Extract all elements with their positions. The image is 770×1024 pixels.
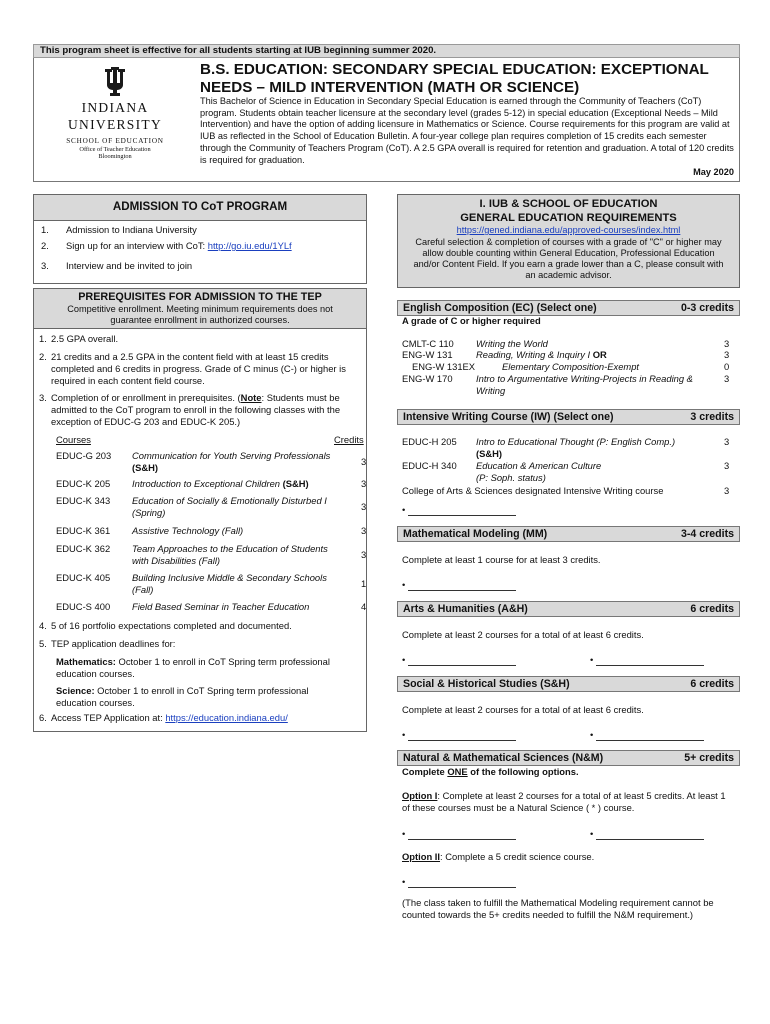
cot-signup-link[interactable]: http://go.iu.edu/1YLf xyxy=(207,240,292,251)
ah-blank-2[interactable]: • xyxy=(590,654,704,666)
page-title: B.S. EDUCATION: SECONDARY SPECIAL EDUCATION: EXCEPTIONAL NEEDS – MILD INTERVENTION (MATH OR SCIENCE) xyxy=(200,61,709,96)
iu-wordmark: INDIANA UNIVERSITY xyxy=(68,100,162,132)
sh-text: Complete at least 2 courses for a total of at least 6 credits. xyxy=(402,704,644,715)
office-name: Office of Teacher Education xyxy=(79,145,151,153)
ec-note: A grade of C or higher required xyxy=(402,315,541,326)
prereq-item-6: 6. Access TEP Application at: https://education.indiana.edu/ xyxy=(39,712,288,723)
admission-heading: ADMISSION TO CoT PROGRAM xyxy=(34,195,366,221)
course-title xyxy=(476,338,716,350)
course-credits: 3 xyxy=(724,338,730,349)
course-code: EDUC-H 205 xyxy=(402,436,457,447)
math-deadline: Mathematics: October 1 to enroll in CoT Spring term professional education courses. xyxy=(56,656,330,679)
course-title-text: Communication for Youth Serving Professionals xyxy=(132,450,331,461)
credits-col-header: Credits xyxy=(334,434,364,445)
iw-college-option: College of Arts & Sciences designated Intensive Writing course xyxy=(402,485,664,496)
course-tag: (S&H) xyxy=(132,461,159,473)
prereq-item-3: 3. Completion of or enrollment in prerequisites. (Note: Students must be admitted to the CoT program to enroll in the following classes with the exception of EDUC-G 203 and EDUC-K 205.) xyxy=(39,392,341,427)
course-code: EDUC-S 400 xyxy=(56,601,111,612)
course-title-text: Elementary Composition-Exempt xyxy=(502,361,640,372)
course-credits: 1 xyxy=(361,578,367,589)
course-title-text: Intro to Educational Thought (P: English Comp.) xyxy=(476,436,676,447)
course-code: EDUC-G 203 xyxy=(56,450,112,461)
course-code: EDUC-K 405 xyxy=(56,572,111,583)
prereq-item-5: 5. TEP application deadlines for: xyxy=(39,638,176,649)
course-title xyxy=(132,478,347,490)
prereq-item-4: 4. 5 of 16 portfolio expectations completed and documented. xyxy=(39,620,292,631)
or-label: OR xyxy=(592,349,607,360)
nm-subheading: Complete ONE of the following options. xyxy=(402,766,579,777)
program-intro: This Bachelor of Science in Education in Secondary Special Education is earned through the Community of Teachers (CoT) program. Students obtain teacher licensure at the secondary level (grades 5-12) in special education (Exceptional Needs – Mild Intervention) and have the option of adding licensure in Mathematics or Science. Course requirements for this program are valid at IUB as reflected in the School of Education Bulletin. A four-year college plan requires completion of 15 credits each semester through the Community of Teachers Program (CoT). A 2.5 GPA overall is required for retention and graduation. A total of 120 credits is required for graduation. xyxy=(200,96,734,165)
campus-name: Bloomington xyxy=(98,153,132,161)
prerequisites-panel xyxy=(33,288,367,732)
science-deadline: Science: October 1 to enroll in CoT Spring term professional education courses. xyxy=(56,685,309,708)
course-title xyxy=(476,460,716,484)
mm-text: Complete at least 1 course for at least 3 credits. xyxy=(402,554,601,565)
school-name: SCHOOL OF EDUCATION xyxy=(66,136,164,145)
course-code: ENG-W 131EX xyxy=(412,361,476,372)
nm-option-2: Option II: Complete a 5 credit science course. xyxy=(402,851,595,862)
iw-blank[interactable]: • xyxy=(402,504,516,516)
course-code: ENG-W 131 xyxy=(402,349,453,360)
course-title-text: Assistive Technology (Fall) xyxy=(132,525,244,536)
admission-panel xyxy=(33,194,367,284)
ah-heading: Arts & Humanities (A&H) 6 credits xyxy=(397,601,740,617)
mm-blank[interactable]: • xyxy=(402,579,516,591)
gened-courses-link[interactable]: https://gened.indiana.edu/approved-courses/index.html xyxy=(456,225,681,235)
nm-opt2-blank[interactable]: • xyxy=(402,876,516,888)
tep-application-link[interactable]: https://education.indiana.edu/ xyxy=(165,712,288,723)
course-title xyxy=(132,450,347,474)
course-code: CMLT-C 110 xyxy=(402,338,454,349)
admission-item: 2. Sign up for an interview with CoT: http://go.iu.edu/1YLf xyxy=(41,240,292,251)
sh-blank-2[interactable]: • xyxy=(590,729,704,741)
course-title xyxy=(132,495,347,519)
gened-description: Careful selection & completion of courses with a grade of "C" or higher may allow double counting within General Education, Professional Education and/or Content Field. If you earn a grade lower than a C, please consult with an academic advisor. xyxy=(413,236,724,281)
course-code: ENG-W 170 xyxy=(402,373,453,384)
course-tag: (S&H) xyxy=(476,447,503,459)
nm-footnote: (The class taken to fulfill the Mathematical Modeling requirement cannot be counted towards the 5+ credits needed to fulfill the N&M requirement.) xyxy=(402,897,714,920)
ec-heading: English Composition (EC) (Select one) 0-3 credits xyxy=(397,300,740,316)
nm-heading: Natural & Mathematical Sciences (N&M) 5+ credits xyxy=(397,750,740,766)
course-title-text: Building Inclusive Middle & Secondary Schools (Fall) xyxy=(132,572,327,595)
iw-heading: Intensive Writing Course (IW) (Select one) 3 credits xyxy=(397,409,740,425)
course-title xyxy=(132,572,347,596)
prereq-heading: PREREQUISITES FOR ADMISSION TO THE TEP xyxy=(78,291,322,303)
course-title xyxy=(132,525,347,537)
course-title-text: Intro to Argumentative Writing-Projects in Reading & Writing xyxy=(476,373,693,396)
iw-college-credits: 3 xyxy=(724,485,730,496)
course-credits: 3 xyxy=(361,478,367,489)
course-code: EDUC-K 362 xyxy=(56,543,111,554)
gened-heading: I. IUB & SCHOOL OF EDUCATION xyxy=(479,198,658,210)
admission-item: 1. Admission to Indiana University xyxy=(41,224,197,235)
course-credits: 3 xyxy=(361,549,367,560)
iu-trident-icon xyxy=(102,66,128,96)
courses-col-header: Courses xyxy=(56,434,91,445)
course-title-text: Introduction to Exceptional Children xyxy=(132,478,281,489)
course-code: EDUC-K 205 xyxy=(56,478,111,489)
prereq-item-1: 1. 2.5 GPA overall. xyxy=(39,333,119,344)
nm-option-1: Option I: Complete at least 2 courses for a total of at least 5 credits. At least 1 of these courses must be a Natural Science ( * ) course. xyxy=(402,790,726,813)
course-title xyxy=(132,543,347,567)
course-credits: 0 xyxy=(724,361,730,372)
course-tag: (P: Soph. status) xyxy=(476,471,546,483)
course-credits: 3 xyxy=(724,460,730,471)
course-title-text: Writing the World xyxy=(476,338,548,349)
sheet-date: May 2020 xyxy=(693,167,734,177)
course-title-text: Team Approaches to the Education of Students with Disabilities (Fall) xyxy=(132,543,328,566)
iu-logo xyxy=(40,66,190,161)
nm-opt1-blank-2[interactable]: • xyxy=(590,828,704,840)
sh-heading: Social & Historical Studies (S&H) 6 credits xyxy=(397,676,740,692)
course-credits: 3 xyxy=(361,525,367,536)
ah-blank-1[interactable]: • xyxy=(402,654,516,666)
course-title xyxy=(476,373,708,397)
course-credits: 4 xyxy=(361,601,367,612)
prereq-header xyxy=(34,289,366,329)
course-credits: 3 xyxy=(724,349,730,360)
nm-opt1-blank-1[interactable]: • xyxy=(402,828,516,840)
course-code: EDUC-K 343 xyxy=(56,495,111,506)
effective-notice: This program sheet is effective for all students starting at IUB beginning summer 2020. xyxy=(33,44,740,58)
course-credits: 3 xyxy=(361,456,367,467)
course-tag: (S&H) xyxy=(282,478,309,489)
sh-blank-1[interactable]: • xyxy=(402,729,516,741)
admission-item: 3. Interview and be invited to join xyxy=(41,260,193,271)
course-credits: 3 xyxy=(724,373,730,384)
course-credits: 3 xyxy=(361,501,367,512)
mm-heading: Mathematical Modeling (MM) 3-4 credits xyxy=(397,526,740,542)
course-title xyxy=(476,349,716,361)
gened-heading-2: GENERAL EDUCATION REQUIREMENTS xyxy=(460,212,677,224)
course-title-text: Education of Socially & Emotionally Disturbed I (Spring) xyxy=(132,495,327,518)
course-title xyxy=(132,601,347,613)
course-credits: 3 xyxy=(724,436,730,447)
course-title-text: Education & American Culture xyxy=(476,460,602,471)
prereq-item-2: 2. 21 credits and a 2.5 GPA in the content field with at least 15 credits completed and 6 credits in progress. Grade of C minus (C-) or higher is required in each content field course. xyxy=(39,351,346,386)
ah-text: Complete at least 2 courses for a total of at least 6 credits. xyxy=(402,629,644,640)
course-title-text: Field Based Seminar in Teacher Education xyxy=(132,601,310,612)
course-code: EDUC-H 340 xyxy=(402,460,457,471)
prereq-subheading: Competitive enrollment. Meeting minimum requirements does not guarantee enrollment in authorized courses. xyxy=(67,304,333,326)
gened-panel xyxy=(397,194,740,288)
course-title xyxy=(476,436,716,460)
course-title xyxy=(502,361,742,373)
course-title-text: Reading, Writing & Inquiry I xyxy=(476,349,591,360)
course-code: EDUC-K 361 xyxy=(56,525,111,536)
